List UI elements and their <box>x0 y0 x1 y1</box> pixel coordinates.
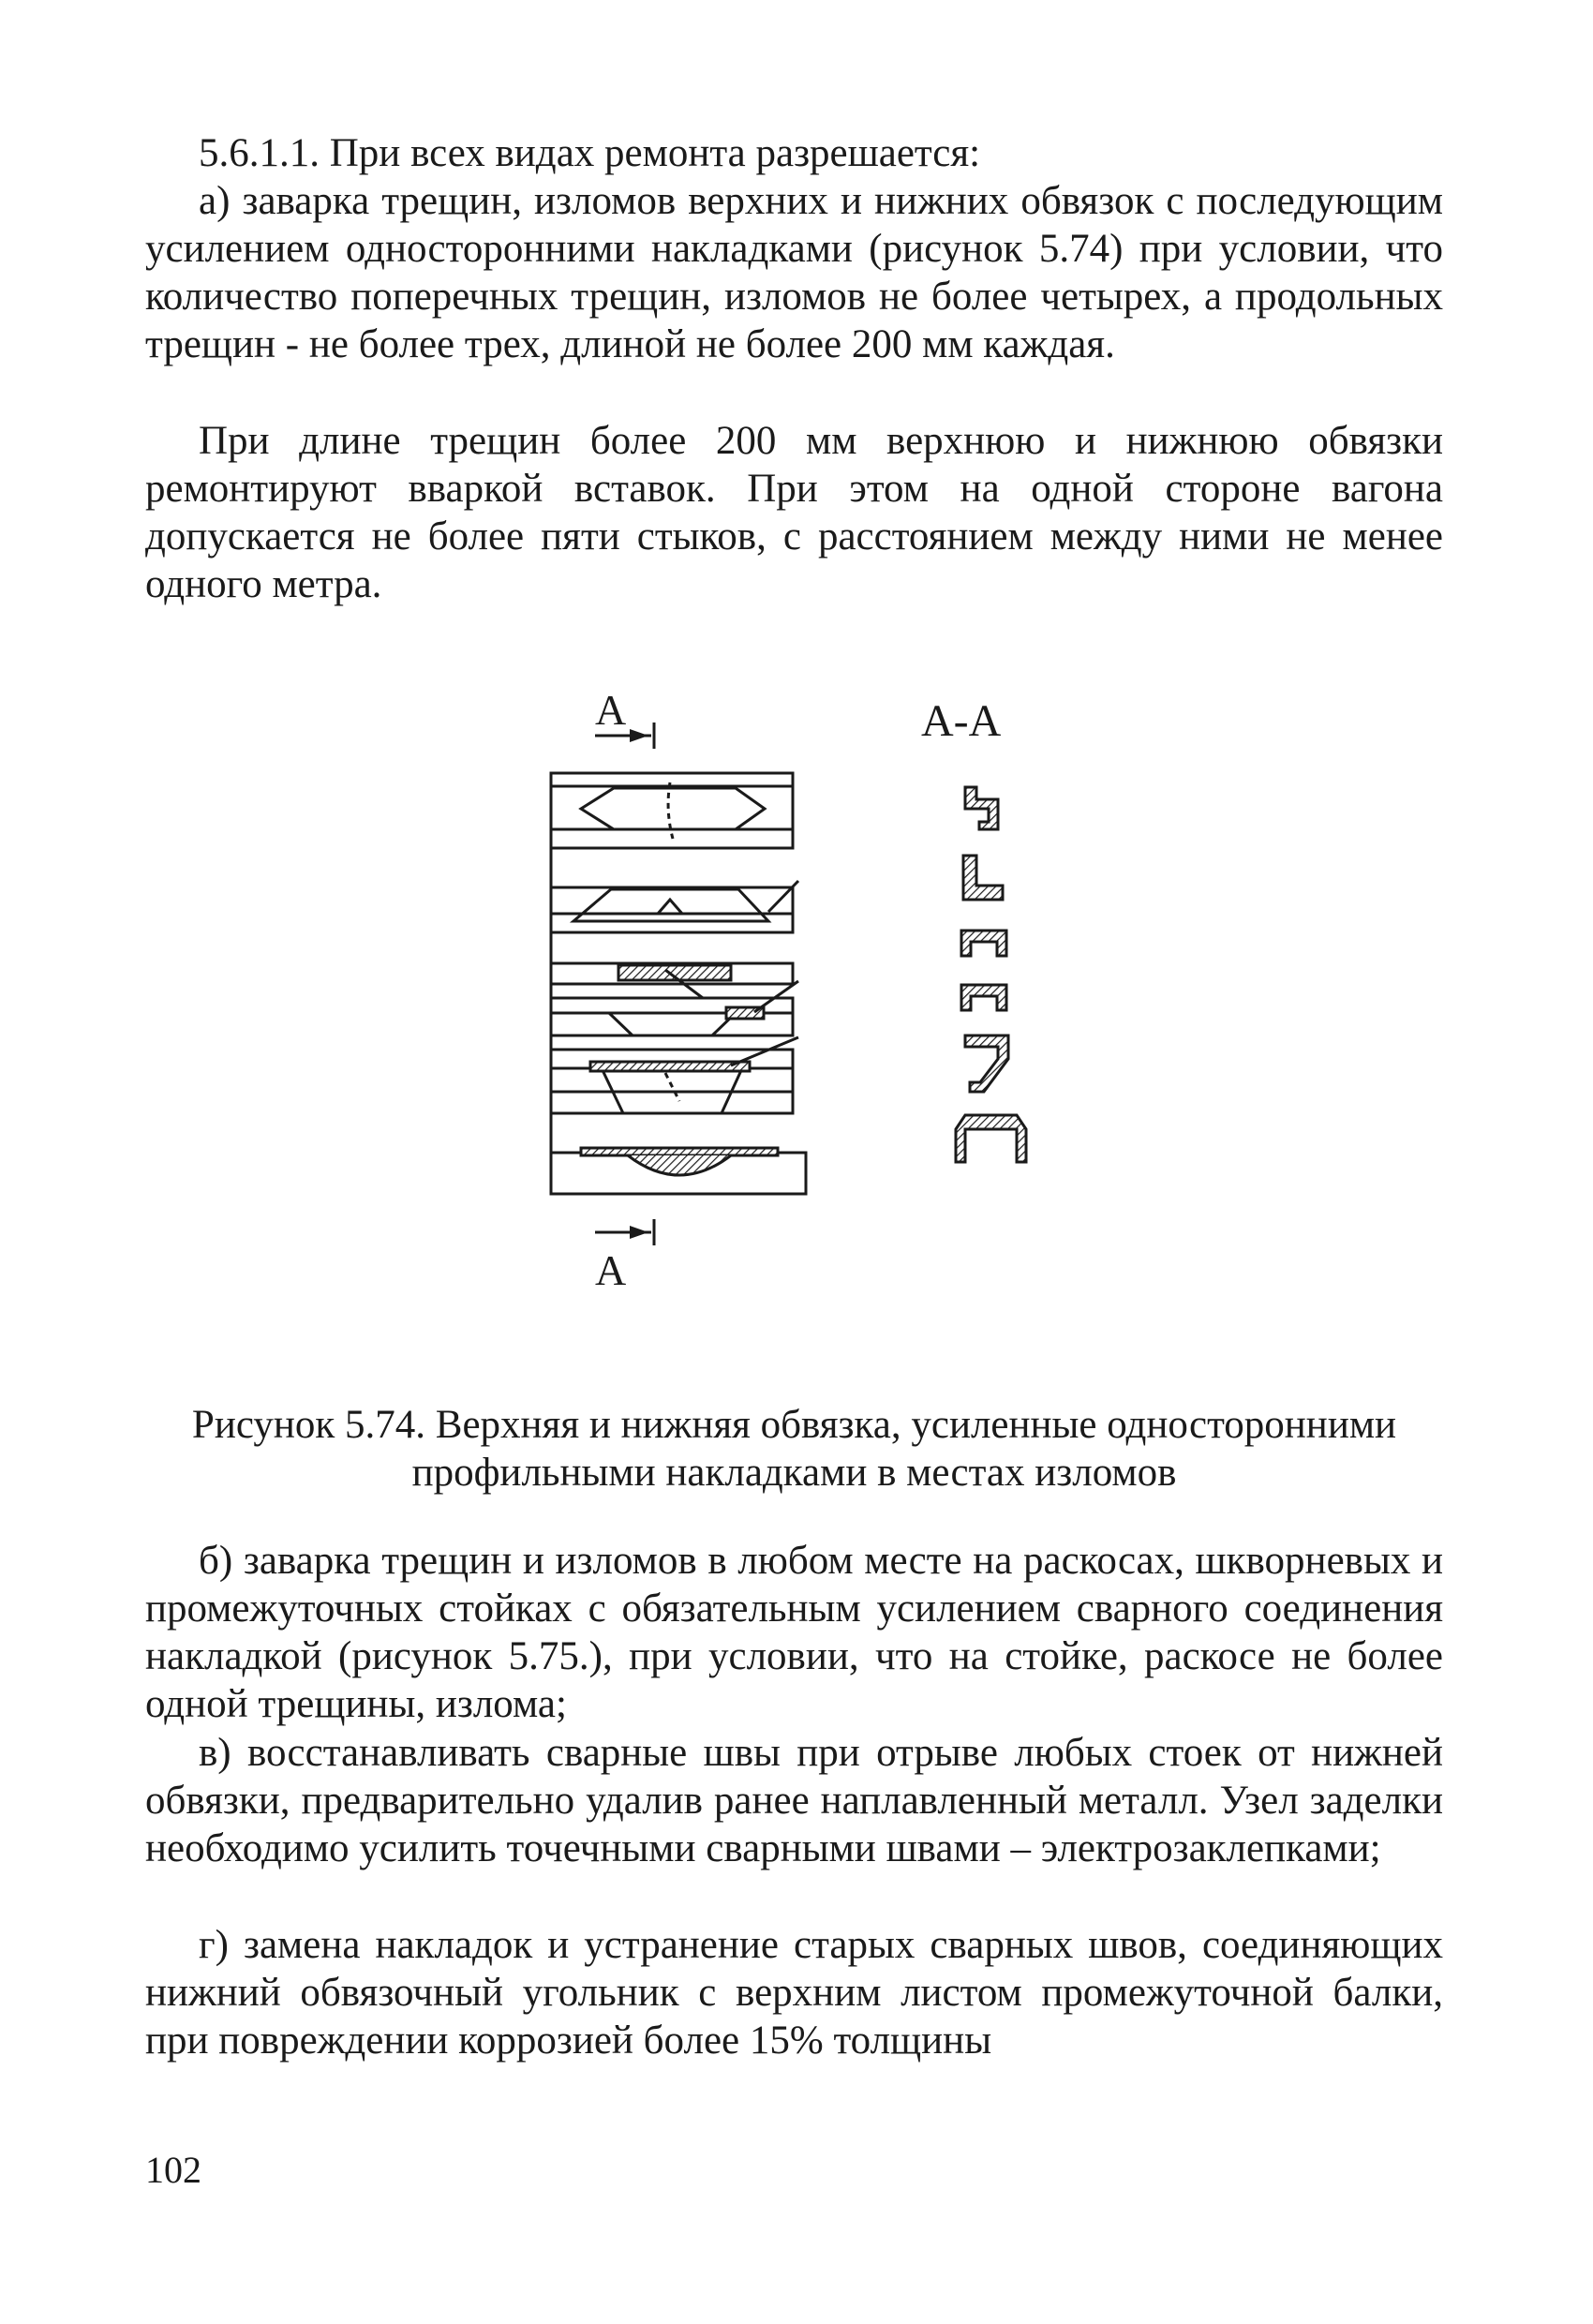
view-5 <box>551 1037 798 1113</box>
section-mark-top-label: А <box>595 689 627 734</box>
view-4 <box>551 981 798 1035</box>
view-6 <box>551 1148 806 1194</box>
view-2 <box>551 881 798 932</box>
figure-drawing <box>525 689 1106 1345</box>
section-mark-bottom-label: А <box>595 1246 627 1294</box>
paragraph-long-cracks: При длине трещин более 200 мм верхнюю и нижнюю обвязки ремонтируют вваркой вставок. При этом на одной стороне вагона допускается не более пяти стыков, с расстоянием между ними не менее одного метра. <box>145 419 1443 606</box>
list-item-b: б) заварка трещин и изломов в любом месте на раскосах, шкворневых и промежуточных стойках с обязательным усилением сварного соединения накладкой (рисунок 5.75.), при условии, что на стойке, раскосе не более одной трещины, излома; <box>145 1539 1443 1726</box>
section-title: А-А <box>921 696 1002 746</box>
list-item-v: в) восстанавливать сварные швы при отрыве любых стоек от нижней обвязки, предварительно удалив ранее наплавленный металл. Узел заделки необходимо усилить точечными сварными швами – электрозаклепками; <box>145 1731 1443 1870</box>
list-item-g: г) замена накладок и устранение старых сварных швов, соединяющих нижний обвязочный угольник с верхним листом промежуточной балки, при повреждении коррозией более 15% толщины <box>145 1923 1443 2063</box>
list-item-a: а) заварка трещин, изломов верхних и нижних обвязок с последующим усилением односторонними накладками (рисунок 5.74) при условии, что количество поперечных трещин, изломов не более четырех, а продольных трещин - не более трех, длиной не более 200 мм каждая. <box>145 179 1443 366</box>
section-mark-top <box>595 689 654 749</box>
figure-5-74 <box>525 689 1106 1345</box>
profile-channel-2 <box>961 985 1006 1010</box>
page-number: 102 <box>145 2149 201 2191</box>
view-3 <box>551 963 793 998</box>
profile-z <box>965 787 998 829</box>
section-heading-paragraph: 5.6.1.1. При всех видах ремонта разрешается: <box>199 131 981 175</box>
section-mark-bottom <box>595 1219 654 1294</box>
profile-angle <box>963 856 1003 900</box>
profile-bent <box>965 1035 1008 1092</box>
cross-sections <box>956 787 1026 1162</box>
view-1 <box>551 773 793 848</box>
figure-caption: Рисунок 5.74. Верхняя и нижняя обвязка, усиленные односторонними профильными накладками в местах изломов <box>191 1403 1397 1495</box>
profile-hat <box>956 1115 1026 1162</box>
plan-views <box>551 773 806 1194</box>
profile-channel-1 <box>961 931 1006 956</box>
